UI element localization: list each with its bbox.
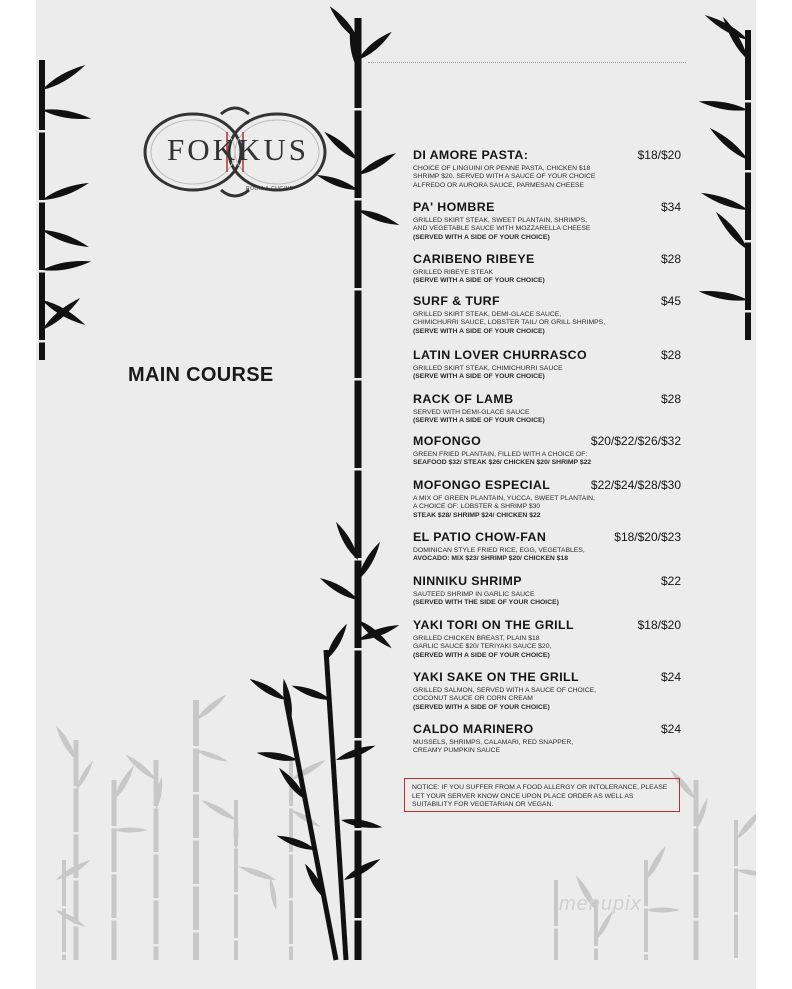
menu-item-description-line: SERVED WITH DEMI-GLACE SAUCE xyxy=(413,409,530,416)
menu-item-note: AVOCADO: MIX $23/ SHRIMP $20/ CHICKEN $18 xyxy=(413,555,568,563)
menu-item-description xyxy=(413,311,681,328)
menu-item-description-line: CHOICE OF LINGUINI OR PENNE PASTA, CHICKEN $18 xyxy=(413,165,591,172)
menu-item-name: MOFONGO xyxy=(413,434,482,448)
menu-item-price: $34 xyxy=(660,200,681,214)
menu-item-description xyxy=(413,451,681,459)
menu-item-price: $18/$20 xyxy=(637,618,681,632)
menu-item xyxy=(413,618,681,660)
menu-item-description xyxy=(413,591,681,599)
menu-item-description xyxy=(413,365,681,373)
menu-item-description-line: GREEN FRIED PLANTAIN, FILLED WITH A CHOICE OF: xyxy=(413,451,588,458)
menu-item-name: RACK OF LAMB xyxy=(413,392,514,406)
menu-item-name: YAKI TORI ON THE GRILL xyxy=(413,618,574,632)
menu-item-description-line: A CHOICE OF: LOBSTER & SHRIMP $30 xyxy=(413,503,541,511)
menu-item xyxy=(413,252,681,286)
menu-item-price: $28 xyxy=(660,348,681,362)
menu-item-name: MOFONGO ESPECIAL xyxy=(413,478,551,492)
menu-item-description-line: GRILLED CHICKEN BREAST, PLAIN $18 xyxy=(413,635,540,642)
menu-page xyxy=(36,0,756,989)
allergy-notice xyxy=(404,778,680,812)
menu-item xyxy=(413,294,681,336)
menu-item-note: (SERVED WITH THE SIDE OF YOUR CHOICE) xyxy=(413,599,559,607)
menu-item-note: (SERVE WITH A SIDE OF YOUR CHOICE) xyxy=(413,417,545,425)
menu-item-price: $45 xyxy=(660,294,681,308)
menu-item-name: CARIBENO RIBEYE xyxy=(413,252,535,266)
menu-item-description-line: MUSSELS, SHRIMPS, CALAMARI, RED SNAPPER, xyxy=(413,739,574,746)
menu-item xyxy=(413,574,681,608)
watermark: menupix xyxy=(559,893,642,915)
menu-item-note: (SERVED WITH A SIDE OF YOUR CHOICE) xyxy=(413,651,550,659)
menu-item-price: $28 xyxy=(660,252,681,266)
logo-tagline: ROOM & CUCINE xyxy=(246,186,294,192)
menu-item-description-line: GARLIC SAUCE $20/ TERIYAKI SAUCE $20, xyxy=(413,643,552,651)
menu-item-description-line: AND VEGETABLE SAUCE WITH MOZZARELLA CHEESE xyxy=(413,225,591,233)
menu-item-price: $24 xyxy=(660,722,681,736)
menu-item-note: (SERVE WITH A SIDE OF YOUR CHOICE) xyxy=(413,277,545,285)
menu-item-description-line: DOMINICAN STYLE FRIED RICE, EGG, VEGETABLES, xyxy=(413,547,585,554)
restaurant-logo xyxy=(141,104,329,204)
menu-item-price: $24 xyxy=(660,670,681,684)
menu-item-description-line: GRILLED SKIRT STEAK, DEMI-GLACE SAUCE, xyxy=(413,311,562,318)
logo-wordmark: FOKKUS xyxy=(167,132,310,167)
menu-item-price: $18/$20 xyxy=(637,148,681,162)
menu-item-description-line: GRILLED SALMON, SERVED WITH A SAUCE OF CHOICE, xyxy=(413,687,597,694)
menu-item-description xyxy=(413,547,681,555)
menu-item xyxy=(413,530,681,564)
menu-item xyxy=(413,722,681,756)
menu-item-name: NINNIKU SHRIMP xyxy=(413,574,522,588)
menu-item-note: (SERVE WITH A SIDE OF YOUR CHOICE) xyxy=(413,373,545,381)
menu-item-description xyxy=(413,217,681,234)
menu-item-note: SEAFOOD $32/ STEAK $26/ CHICKEN $20/ SHRIMP $22 xyxy=(413,459,592,467)
menu-item-description xyxy=(413,495,681,512)
menu-item-note: STEAK $28/ SHRIMP $24/ CHICKEN $22 xyxy=(413,511,541,519)
menu-item xyxy=(413,200,681,242)
menu-item xyxy=(413,478,681,520)
menu-item-name: YAKI SAKE ON THE GRILL xyxy=(413,670,579,684)
menu-item-description xyxy=(413,269,681,277)
menu-item-description xyxy=(413,635,681,652)
menu-item-description-line: CREAMY PUMPKIN SAUCE xyxy=(413,747,501,755)
menu-item-description-line: GRILLED SKIRT STEAK, CHIMICHURRI SAUCE xyxy=(413,365,563,372)
menu-item-description-line: A MIX OF GREEN PLANTAIN, YUCCA, SWEET PLANTAIN, xyxy=(413,495,595,502)
menu-item-name: PA' HOMBRE xyxy=(413,200,495,214)
menu-item-description-line: CHIMICHURRI SAUCE, LOBSTER TAIL/ OR GRILL SHRIMPS, xyxy=(413,319,606,327)
menu-item xyxy=(413,434,681,468)
menu-item-note: (SERVED WITH A SIDE OF YOUR CHOICE) xyxy=(413,233,550,241)
menu-item-name: CALDO MARINERO xyxy=(413,722,534,736)
menu-item-price: $28 xyxy=(660,392,681,406)
menu-item-name: LATIN LOVER CHURRASCO xyxy=(413,348,588,362)
menu-item-description xyxy=(413,687,681,704)
menu-item xyxy=(413,348,681,382)
menu-item xyxy=(413,148,681,190)
menu-item-description-line: ALFREDO OR AURORA SAUCE, PARMESAN CHEESE xyxy=(413,181,584,189)
menu-item-price: $22 xyxy=(660,574,681,588)
menu-item-price: $18/$20/$23 xyxy=(614,530,681,544)
menu-item-note: (SERVE WITH A SIDE OF YOUR CHOICE) xyxy=(413,327,545,335)
menu-item-price: $20/$22/$26/$32 xyxy=(590,434,681,448)
menu-item-description xyxy=(413,739,681,756)
menu-item-description-line: GRILLED RIBEYE STEAK xyxy=(413,269,494,276)
menu-item xyxy=(413,670,681,712)
menu-item-description-line: SAUTEED SHRIMP IN GARLIC SAUCE xyxy=(413,591,535,598)
menu-item-price: $22/$24/$28/$30 xyxy=(590,478,681,492)
menu-item-name: SURF & TURF xyxy=(413,294,500,308)
menu-item-description-line: GRILLED SKIRT STEAK, SWEET PLANTAIN, SHRIMPS, xyxy=(413,217,587,224)
menu-item-description-line: SHRIMP $20. SERVED WITH A SAUCE OF YOUR CHOICE xyxy=(413,173,596,181)
menu-item xyxy=(413,392,681,426)
section-title: MAIN COURSE xyxy=(128,364,274,386)
menu-item-note: (SERVED WITH A SIDE OF YOUR CHOICE) xyxy=(413,703,550,711)
menu-item-description xyxy=(413,409,681,417)
menu-item-description xyxy=(413,165,681,190)
menu-item-name: EL PATIO CHOW-FAN xyxy=(413,530,547,544)
menu-item-name: DI AMORE PASTA: xyxy=(413,148,529,162)
dotted-divider xyxy=(368,62,686,63)
allergy-notice-text: NOTICE: IF YOU SUFFER FROM A FOOD ALLERGY OR INTOLERANCE, PLEASE LET YOUR SERVER KNOW ONCE UPON PLACE ORDER AS WELL AS SUITABILITY FOR VEGETARIAN OR VEGAN. xyxy=(412,784,668,808)
menu-item-description-line: COCONUT SAUCE OR CORN CREAM xyxy=(413,695,533,703)
